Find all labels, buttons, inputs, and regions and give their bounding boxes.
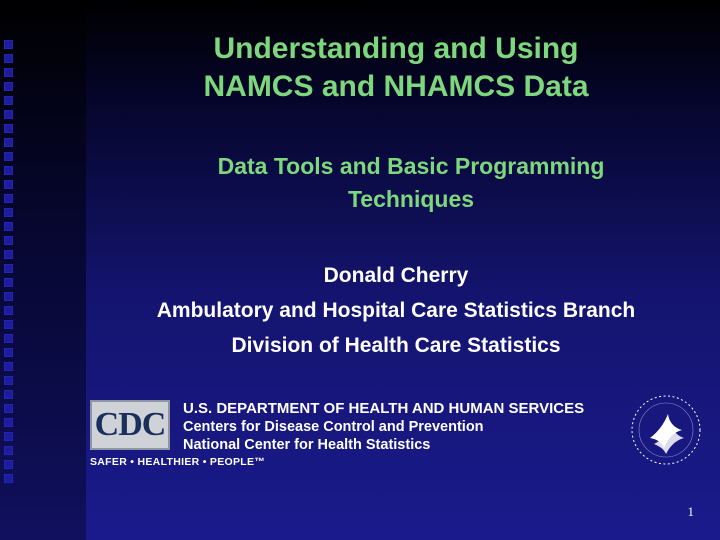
cdc-logo <box>90 400 170 450</box>
subtitle-line: Data Tools and Basic Programming <box>217 153 605 179</box>
title-line: NAMCS and NHAMCS Data <box>203 70 589 103</box>
agency-line-cdc: Centers for Disease Control and Prevention <box>183 419 484 435</box>
title-line: Understanding and Using <box>213 32 579 65</box>
decorative-square-column <box>4 40 20 488</box>
cdc-logo-text: CDC <box>94 406 166 443</box>
agency-lines <box>183 400 584 454</box>
cdc-tagline: SAFER • HEALTHIER • PEOPLE™ <box>90 456 266 468</box>
slide-title <box>86 30 706 106</box>
subtitle-line: Techniques <box>347 186 475 212</box>
slide-subtitle <box>86 150 720 216</box>
hhs-eagle-seal-icon <box>628 392 704 468</box>
page-number: 1 <box>687 504 694 519</box>
agency-line-nchs: National Center for Health Statistics <box>183 437 431 453</box>
agency-line-hhs: U.S. DEPARTMENT OF HEALTH AND HUMAN SERVICES <box>183 400 585 417</box>
author-branch: Ambulatory and Hospital Care Statistics Branch <box>156 299 636 322</box>
author-division: Division of Health Care Statistics <box>231 334 561 357</box>
author-block <box>86 258 706 363</box>
left-decorative-band <box>0 0 86 540</box>
author-name: Donald Cherry <box>323 264 469 287</box>
